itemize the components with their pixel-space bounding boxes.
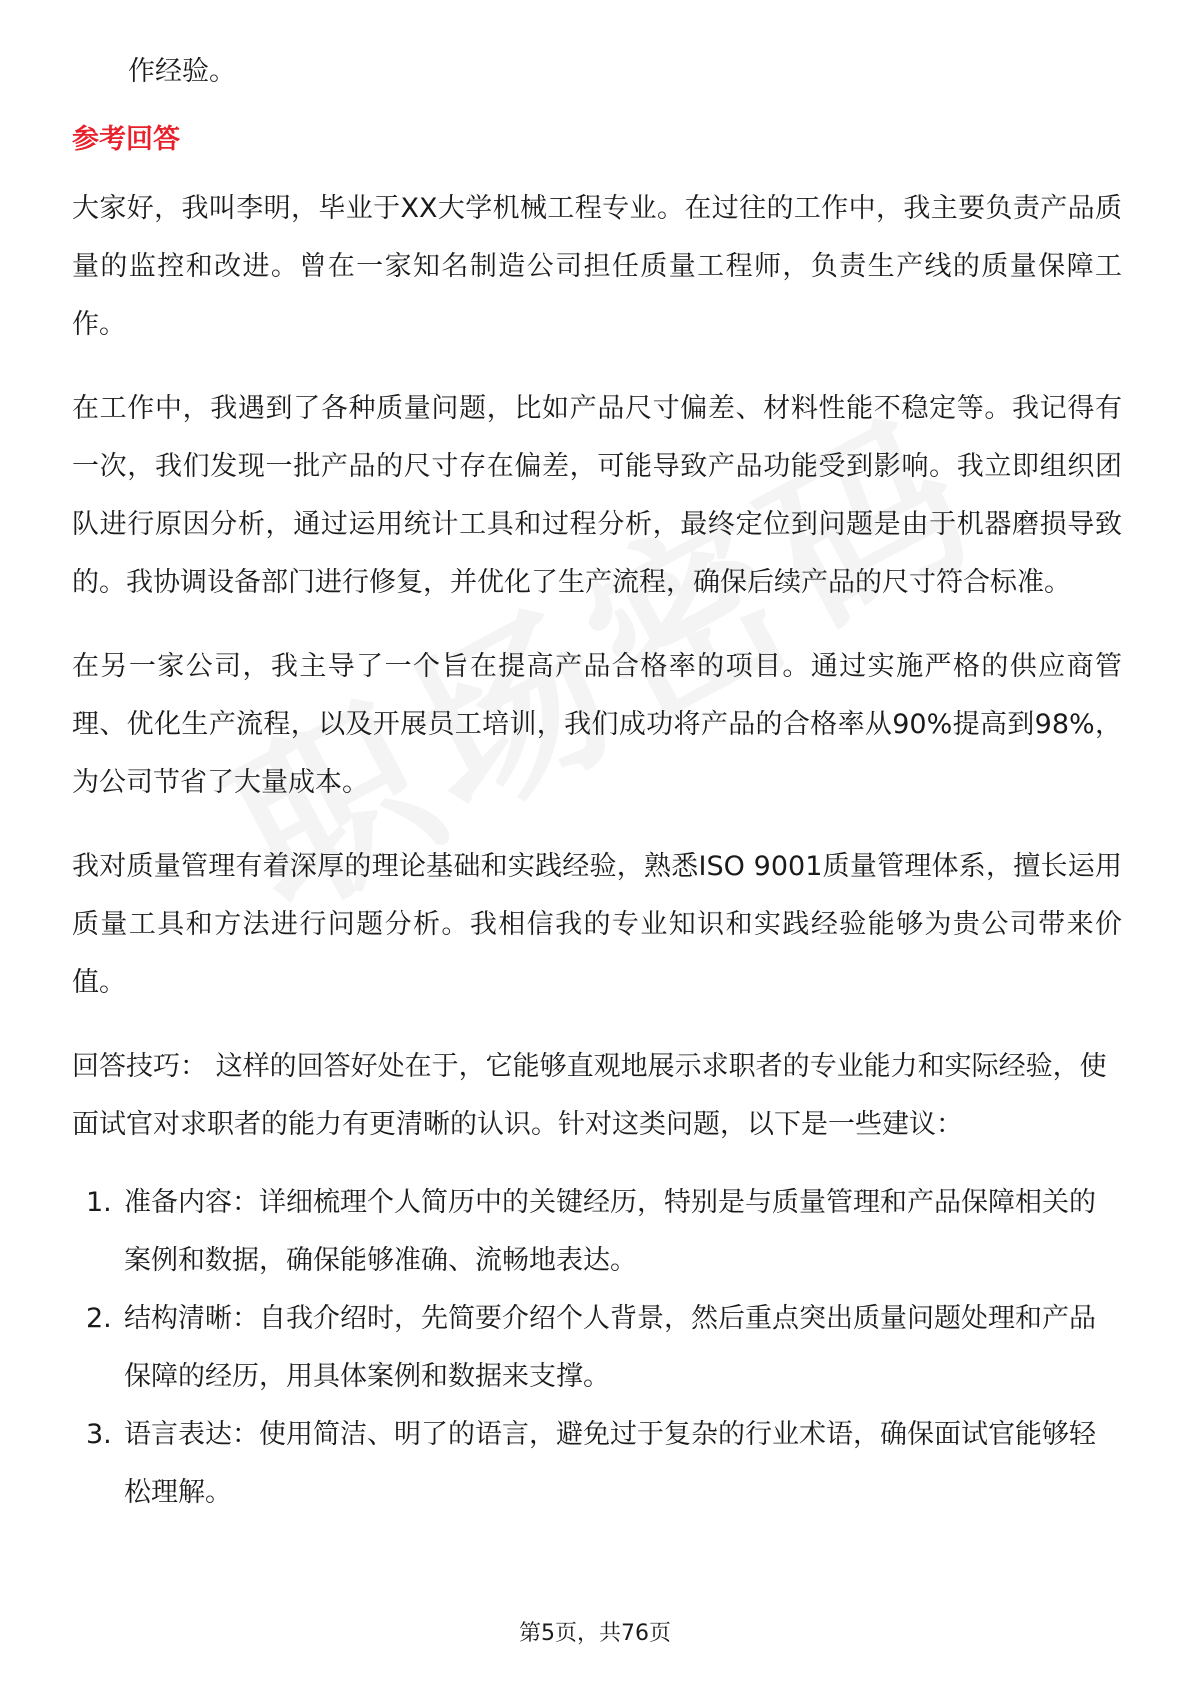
answer-paragraph-2: 在工作中，我遇到了各种质量问题，比如产品尺寸偏差、材料性能不稳定等。我记得有一次，我们发现一批产品的尺寸存在偏差，可能导致产品功能受到影响。我立即组织团队进行原因分析，通过运用统计工具和过程分析，最终定位到问题是由于机器磨损导致的。我协调设备部门进行修复，并优化了生产流程，确保后续产品的尺寸符合标准。 — [72, 393, 1122, 598]
list-item-text: 结构清晰：自我介绍时，先简要介绍个人背景，然后重点突出质量问题处理和产品保障的经历，用具体案例和数据来支撑。 — [124, 1303, 1096, 1392]
tips-list — [72, 1174, 1122, 1522]
list-item-number: 3. — [86, 1419, 112, 1450]
answer-paragraph-4: 我对质量管理有着深厚的理论基础和实践经验，熟悉ISO 9001质量管理体系，擅长运用质量工具和方法进行问题分析。我相信我的专业知识和实践经验能够为贵公司带来价值。 — [72, 851, 1122, 998]
answer-paragraph-3: 在另一家公司，我主导了一个旨在提高产品合格率的项目。通过实施严格的供应商管理、优化生产流程，以及开展员工培训，我们成功将产品的合格率从90%提高到98%，为公司节省了大量成本。 — [72, 651, 1122, 798]
list-item-number: 2. — [86, 1303, 112, 1334]
answer-paragraph-1: 大家好，我叫李明，毕业于XX大学机械工程专业。在过往的工作中，我主要负责产品质量的监控和改进。曾在一家知名制造公司担任质量工程师，负责生产线的质量保障工作。 — [72, 193, 1122, 340]
tips-intro: 回答技巧： 这样的回答好处在于，它能够直观地展示求职者的专业能力和实际经验，使面试官对求职者的能力有更清晰的认识。针对这类问题，以下是一些建议： — [72, 1051, 1107, 1140]
page-content — [72, 44, 1122, 1522]
section-title: 参考回答 — [72, 124, 180, 155]
list-item — [72, 1406, 1122, 1522]
list-item-text: 准备内容：详细梳理个人简历中的关键经历，特别是与质量管理和产品保障相关的案例和数据，确保能够准确、流畅地表达。 — [124, 1187, 1096, 1276]
page-footer: 第5页，共76页 — [519, 1621, 671, 1646]
list-item-text: 语言表达：使用简洁、明了的语言，避免过于复杂的行业术语，确保面试官能够轻松理解。 — [124, 1419, 1096, 1508]
list-item — [72, 1174, 1122, 1290]
continued-text: 作经验。 — [128, 56, 236, 87]
list-item — [72, 1290, 1122, 1406]
list-item-number: 1. — [86, 1187, 112, 1218]
